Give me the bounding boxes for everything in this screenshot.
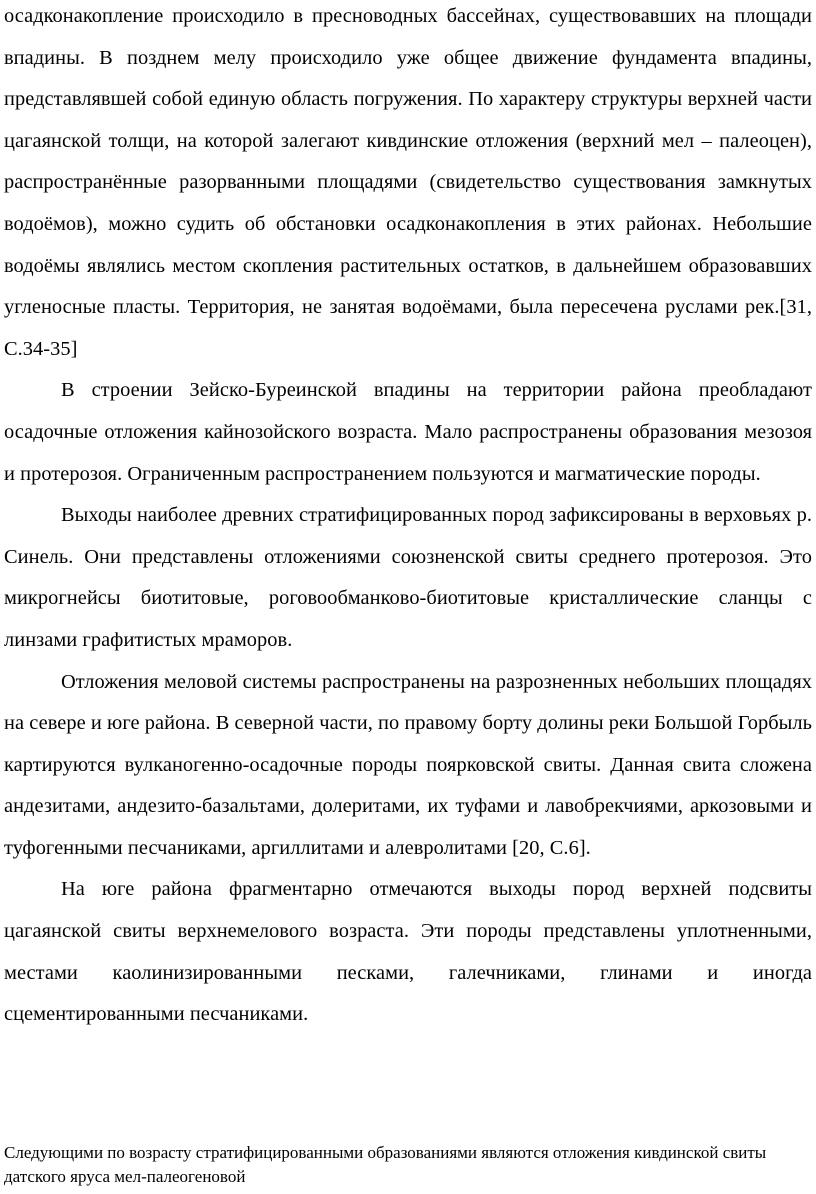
paragraph-2: В строении Зейско-Буреинской впадины на территории района преобладают осадочные отложения кайнозойского возраста. Мало распространены образования мезозоя и протерозоя. Ограниченным распространением пользуются и магматические породы. <box>4 379 812 485</box>
paragraph-3: Выходы наиболее древних стратифицированных пород зафиксированы в верховьях р. Синель. Они представлены отложениями союзненской свиты среднего протерозоя. Это микрогнейсы биотитовые, роговообманково-биотитовые кристаллические сланцы с линзами графитистых мраморов. <box>4 504 812 651</box>
footnote-text: Следующими по возрасту стратифицированными образованиями являются отложения кивдинской свиты датского яруса мел-палеогеновой <box>4 1143 767 1186</box>
paragraph-5: На юге района фрагментарно отмечаются выходы пород верхней подсвиты цагаянской свиты верхнемелового возраста. Эти породы представлены уплотненными, местами каолинизированными песками, галечниками, глинами и иногда сцементированными песчаниками. <box>4 878 812 1026</box>
paragraph-1: осадконакопление происходило в пресноводных бассейнах, существовавших на площади впадины. В позднем мелу происходило уже общее движение фундамента впадины, представлявшей собой единую область погружения. По характеру структуры верхней части цагаянской толщи, на которой залегают кивдинские отложения (верхний мел – палеоцен), распространённые разорванными площадями (свидетельство существования замкнутых водоёмов), можно судить об обстановки осадконакопления в этих районах. Небольшие водоёмы являлись местом скопления растительных остатков, в дальнейшем образовавших угленосные пласты. Территория, не занятая водоёмами, была пересечена руслами рек.[31, С.34-35] <box>4 5 812 360</box>
paragraph-4: Отложения меловой системы распространены на разрозненных небольших площадях на севере и юге района. В северной части, по правому борту долины реки Большой Горбыль картируются вулканогенно-осадочные породы поярковской свиты. Данная свита сложена андезитами, андезито-базальтами, долеритами, их туфами и лавобрекчиями, аркозовыми и туфогенными песчаниками, аргиллитами и алевролитами [20, С.6]. <box>4 670 812 859</box>
